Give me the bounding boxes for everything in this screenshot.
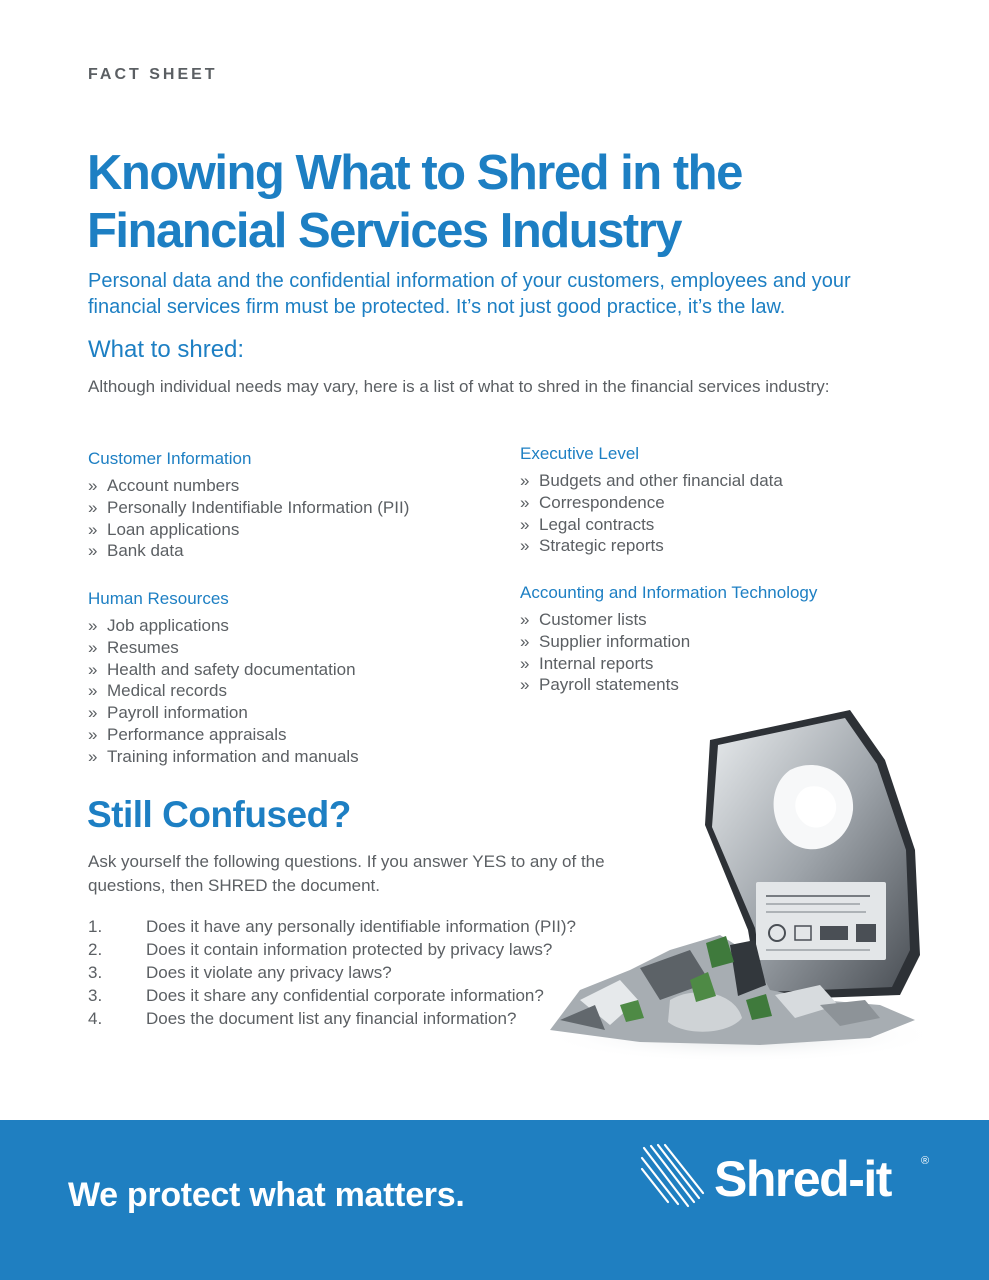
question-text: Does the document list any financial information? <box>146 1009 517 1028</box>
list-item: » Budgets and other financial data <box>520 471 783 490</box>
title-line-1: Knowing What to Shred in the <box>87 146 742 200</box>
bullet-chevron-icon: » <box>520 471 530 490</box>
category-title: Accounting and Information Technology <box>520 583 818 602</box>
list-item: » Legal contracts <box>520 514 655 534</box>
bullet-chevron-icon: » <box>88 541 98 561</box>
lead-paragraph: Personal data and the confidential information of your customers, employees and your financial services firm must be protected. It’s not just good practice, it’s the law. <box>88 270 851 318</box>
ask-paragraph: Ask yourself the following questions. If you answer YES to any of the questions, then SHRED the document. <box>88 852 605 895</box>
bullet-chevron-icon: » <box>88 746 98 766</box>
bullet-chevron-icon: » <box>88 497 98 517</box>
list-item: » Customer lists <box>520 610 647 629</box>
list-item: » Resumes <box>88 637 179 657</box>
category-human-resources <box>88 588 359 768</box>
category-title: Executive Level <box>520 444 640 463</box>
list-item: » Payroll information <box>88 703 248 723</box>
question-number: 3. <box>88 986 103 1005</box>
bullet-chevron-icon: » <box>88 703 98 723</box>
still-confused-heading: Still Confused? <box>87 794 351 835</box>
bullet-chevron-icon: » <box>520 536 530 556</box>
bullet-chevron-icon: » <box>520 610 530 629</box>
list-item: » Account numbers <box>88 476 240 495</box>
registered-mark: ® <box>921 1155 930 1167</box>
bullet-chevron-icon: » <box>520 675 530 695</box>
question-text: Does it contain information protected by privacy laws? <box>146 940 553 959</box>
list-item: » Supplier information <box>520 631 691 651</box>
list-item: » Performance appraisals <box>88 724 287 744</box>
shred-stripes-icon <box>640 1142 710 1212</box>
logo-wordmark: Shred-it <box>714 1151 891 1207</box>
question-number: 2. <box>88 940 103 959</box>
bullet-chevron-icon: » <box>88 519 98 539</box>
question-text: Does it violate any privacy laws? <box>146 963 392 982</box>
category-executive-level <box>520 443 783 557</box>
question-text: Does it have any personally identifiable information (PII)? <box>146 917 576 936</box>
question-item <box>88 961 576 984</box>
bullet-chevron-icon: » <box>88 476 98 495</box>
list-item: » Bank data <box>88 541 184 561</box>
question-number: 1. <box>88 917 103 936</box>
list-item: » Internal reports <box>520 653 654 673</box>
bullet-chevron-icon: » <box>520 514 530 534</box>
list-item: » Payroll statements <box>520 675 679 695</box>
question-item <box>88 938 576 961</box>
list-item: » Training information and manuals <box>88 746 359 766</box>
list-item: » Loan applications <box>88 519 240 539</box>
category-title: Customer Information <box>88 449 252 468</box>
bullet-chevron-icon: » <box>520 631 530 651</box>
question-text: Does it share any confidential corporate information? <box>146 986 544 1005</box>
footer-tagline: We protect what matters. <box>68 1176 465 1214</box>
list-item: » Strategic reports <box>520 536 664 556</box>
question-number: 4. <box>88 1009 103 1028</box>
page-title <box>87 144 927 260</box>
intro-paragraph: Although individual needs may vary, here is a list of what to shred in the financial services industry: <box>88 377 830 396</box>
category-accounting-it <box>520 582 817 696</box>
list-item: » Job applications <box>88 616 229 635</box>
bullet-chevron-icon: » <box>88 724 98 744</box>
question-item <box>88 984 576 1007</box>
what-to-shred-heading: What to shred: <box>88 336 245 363</box>
title-line-2: Financial Services Industry <box>87 204 682 258</box>
bullet-chevron-icon: » <box>520 492 530 512</box>
bullet-chevron-icon: » <box>520 653 530 673</box>
list-item: » Health and safety documentation <box>88 659 356 679</box>
bullet-chevron-icon: » <box>88 681 98 701</box>
bullet-chevron-icon: » <box>88 637 98 657</box>
bullet-chevron-icon: » <box>88 616 98 635</box>
list-item: » Personally Indentifiable Information (PII) <box>88 497 410 517</box>
fact-sheet-label: FACT SHEET <box>88 66 218 83</box>
questions-list <box>88 915 576 1030</box>
list-item: » Correspondence <box>520 492 665 512</box>
category-title: Human Resources <box>88 589 229 608</box>
question-number: 3. <box>88 963 103 982</box>
shredded-hard-drive-image <box>520 700 940 1120</box>
shred-it-logo <box>640 1142 940 1216</box>
bullet-chevron-icon: » <box>88 659 98 679</box>
question-item <box>88 1007 576 1030</box>
question-item <box>88 915 576 938</box>
list-item: » Medical records <box>88 681 227 701</box>
footer-banner <box>0 1120 989 1280</box>
category-customer-information <box>88 448 409 562</box>
